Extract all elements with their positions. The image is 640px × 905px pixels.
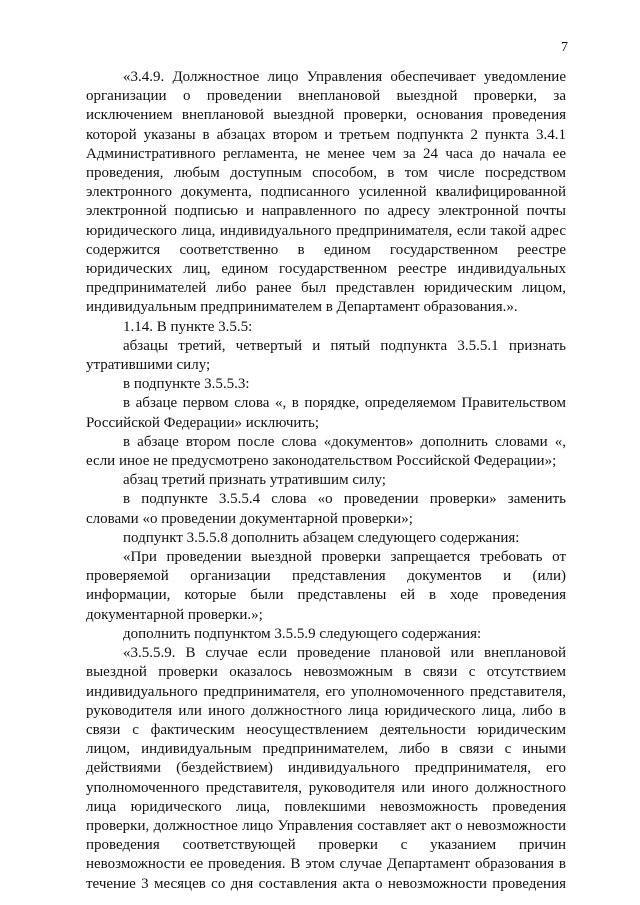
paragraph-subitem-3-5-5-8: подпункт 3.5.5.8 дополнить абзацем следующего содержания: (123, 529, 520, 546)
page-number: 7 (561, 40, 568, 55)
paragraph-abzac-pervyj: в абзаце первом слова «, в порядке, определяемом Правительством Российской Федерации» исключить; (86, 395, 566, 431)
paragraph-abzacy-utrata: абзацы третий, четвертый и пятый подпункта 3.5.5.1 признать утратившими силу; (86, 337, 566, 374)
paragraph-dopolnit-3-5-5-9: дополнить подпунктом 3.5.5.9 следующего содержания: (123, 625, 482, 642)
document-body (86, 68, 566, 894)
paragraph-subitem-3-5-5-3: в подпункте 3.5.5.3: (123, 376, 250, 393)
paragraph-3-5-5-9: «3.5.5.9. В случае если проведение плановой или внеплановой выездной проверки оказалось невозможным в связи с отсутствием индивидуального предпринимателя, его уполномоченного представителя, руководителя или иного должностного лица юридического лица, либо в связи с фактическим неосуществлением деятельности юридическим лицом, индивидуальным предпринимателем, либо в связи с иными действиями (бездействием) индивидуального предпринимателя, его уполномоченного представителя, руководителя или иного должностного лица юридического лица, повлекшими невозможность проведения проверки, должностное лицо Управления составляет акт о невозможности проведения соответствующей проверки с указанием причин невозможности ее проведения. В этом случае Департамент образования в течение 3 месяцев со дня составления акта о невозможности проведения (86, 645, 566, 892)
paragraph-subitem-3-5-5-4: в подпункте 3.5.5.4 слова «о проведении проверки» заменить словами «о проведении документарной проверки»; (86, 491, 566, 527)
paragraph-3-4-9: «3.4.9. Должностное лицо Управления обеспечивает уведомление организации о проведении внеплановой выездной проверки, за исключением внеплановой выездной проверки, основания проведения которой указаны в абзацах втором и третьем подпункта 2 пункта 3.4.1 Административного регламента, не менее чем за 24 часа до начала ее проведения, любым доступным способом, в том числе посредством электронного документа, подписанного усиленной квалифицированной электронной подписью и направленного по адресу электронной почты юридического лица, индивидуального предпринимателя, если такой адрес содержится соответственно в едином государственном реестре юридических лиц, едином государственном реестре индивидуальных предпринимателей либо ранее был представлен юридическим лицом, индивидуальным предпринимателем в Департамент образования.». (86, 69, 566, 316)
paragraph-abzac-vtoroj: в абзаце втором после слова «документов» дополнить словами «, если иное не предусмотрено законодательством Российской Федерации»; (86, 433, 566, 470)
paragraph-abzac-tretij: абзац третий признать утратившим силу; (123, 472, 386, 489)
paragraph-zapreshchaetsya: «При проведении выездной проверки запрещается требовать от проверяемой организации представления документов и (или) информации, которые были представлены ей в ходе проведения документарной проверки.»; (86, 549, 566, 623)
paragraph-1-14: 1.14. В пункте 3.5.5: (123, 318, 253, 335)
